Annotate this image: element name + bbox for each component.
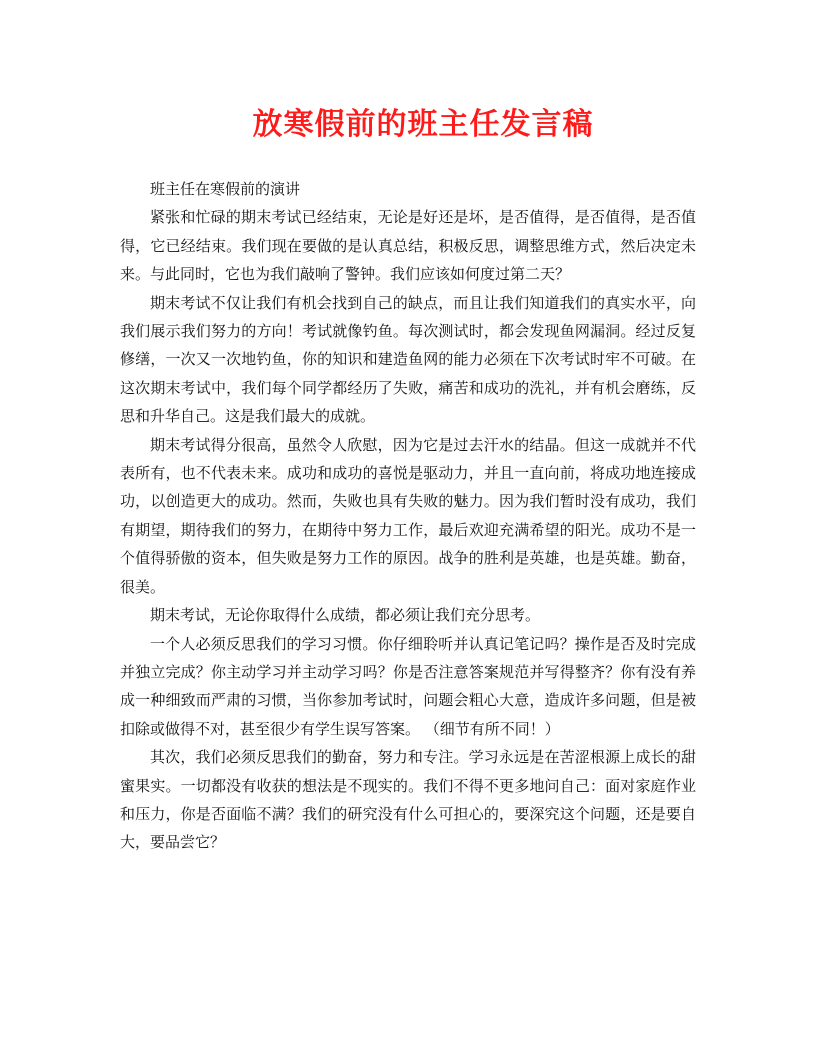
paragraph: 一个人必须反思我们的学习习惯。你仔细聆听并认真记笔记吗？操作是否及时完成并独立完成？你主动学习并主动学习吗？你是否注意答案规范并写得整齐？你有没有养成一种细致而严肃的习惯，当你参加考试时，问题会粗心大意，造成许多问题，但是被扣除或做得不对，甚至很少有学生误写答案。 （细节有所不同！） <box>120 634 696 738</box>
paragraph: 紧张和忙碌的期末考试已经结束，无论是好还是坏，是否值得，是否值得，是否值得，它已经结束。我们现在要做的是认真总结，积极反思，调整思维方式，然后决定未来。与此同时，它也为我们敲响了警钟。我们应该如何度过第二天？ <box>120 208 696 284</box>
paragraph: 期末考试得分很高，虽然令人欣慰，因为它是过去汗水的结晶。但这一成就并不代表所有，也不代表未来。成功和成功的喜悦是驱动力，并且一直向前，将成功地连接成功，以创造更大的成功。然而，失败也具有失败的魅力。因为我们暂时没有成功，我们有期望，期待我们的努力，在期待中努力工作，最后欢迎充满希望的阳光。成功不是一个值得骄傲的资本，但失败是努力工作的原因。战争的胜利是英雄，也是英雄。勤奋，很美。 <box>120 435 696 596</box>
paragraph: 其次，我们必须反思我们的勤奋，努力和专注。学习永远是在苦涩根源上成长的甜蜜果实。一切都没有收获的想法是不现实的。我们不得不更多地问自己：面对家庭作业和压力，你是否面临不满？我们的研究没有什么可担心的，要深究这个问题，还是要自大，要品尝它？ <box>120 748 696 852</box>
paragraph: 期末考试不仅让我们有机会找到自己的缺点，而且让我们知道我们的真实水平，向我们展示我们努力的方向！考试就像钓鱼。每次测试时，都会发现鱼网漏洞。经过反复修缮，一次又一次地钓鱼，你的知识和建造鱼网的能力必须在下次考试时牢不可破。在这次期末考试中，我们每个同学都经历了失败，痛苦和成功的洗礼，并有机会磨练，反思和升华自己。这是我们最大的成就。 <box>120 293 696 426</box>
paragraph-subtitle: 班主任在寒假前的演讲 <box>150 180 301 198</box>
document-title: 放寒假前的班主任发言稿 <box>252 107 594 142</box>
document-body <box>120 175 696 857</box>
paragraph: 期末考试，无论你取得什么成绩，都必须让我们充分思考。 <box>150 606 541 625</box>
